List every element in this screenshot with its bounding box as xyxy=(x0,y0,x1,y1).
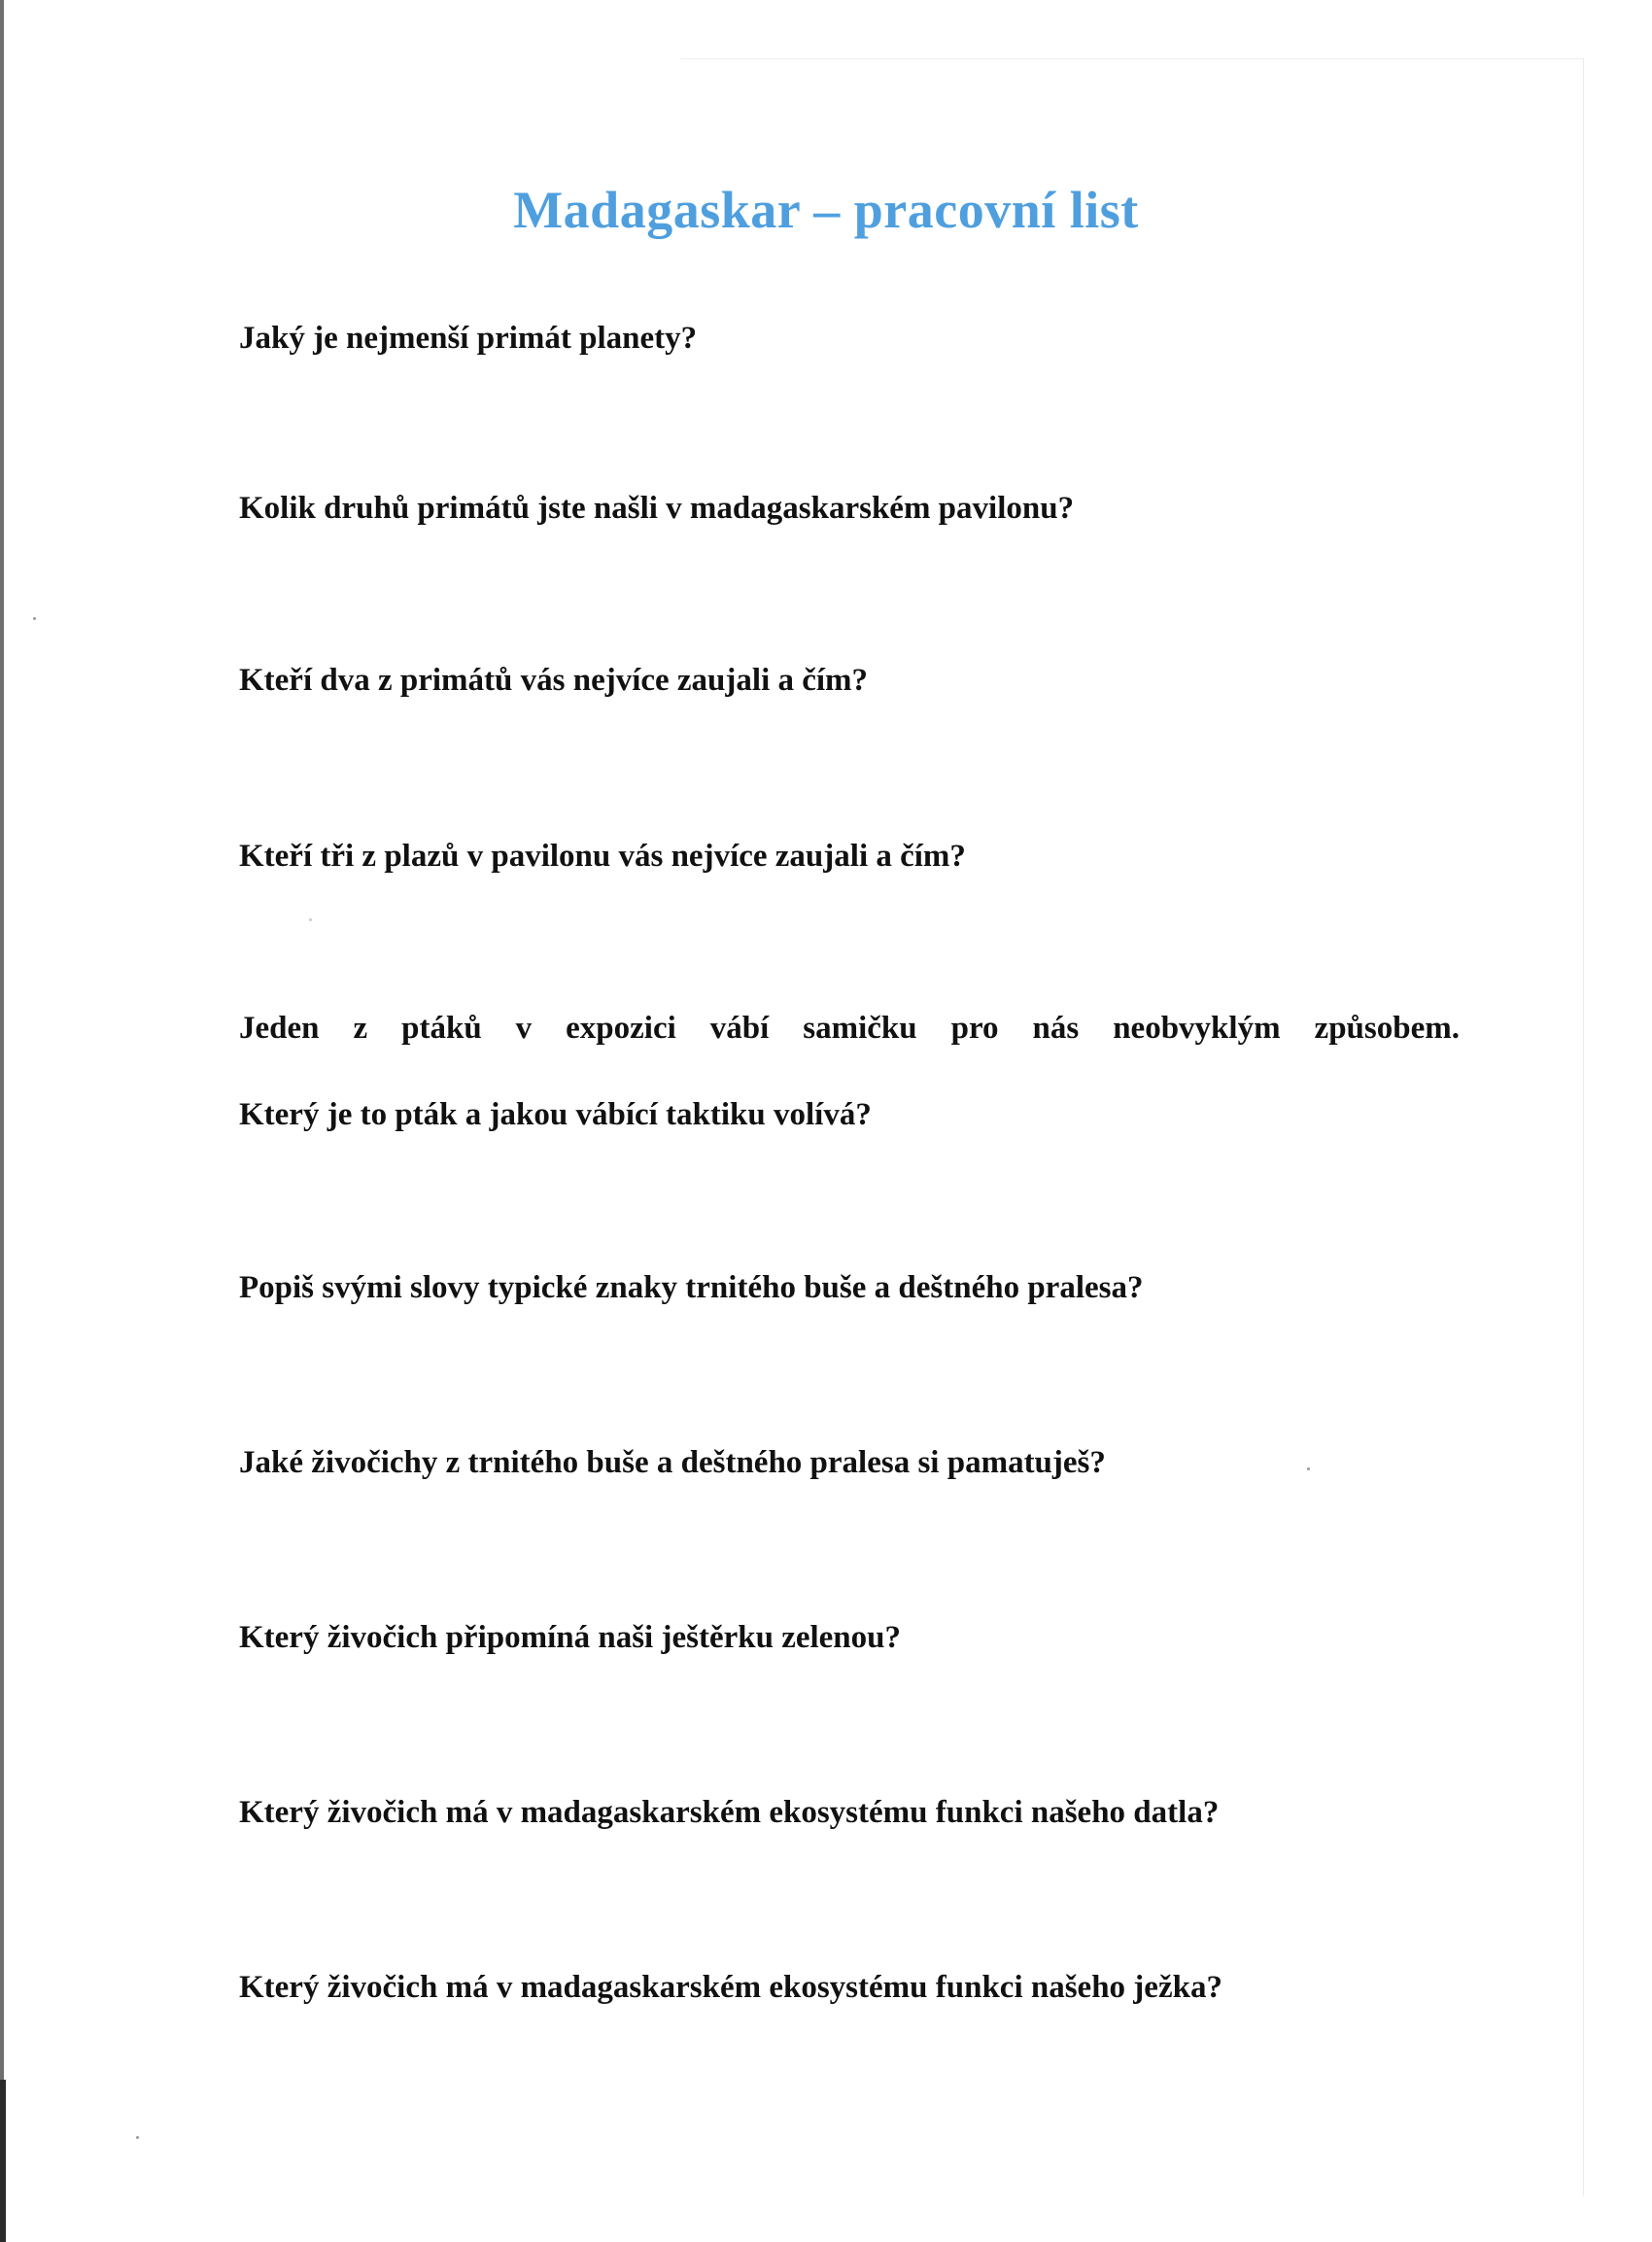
question-7: Jaké živočichy z trnitého buše a deštného pralesa si pamatuješ? xyxy=(239,1445,1106,1480)
question-8: Který živočich připomíná naši ještěrku zelenou? xyxy=(239,1620,902,1655)
question-3: Kteří dva z primátů vás nejvíce zaujali a čím? xyxy=(239,663,869,698)
page-title: Madagaskar – pracovní list xyxy=(513,181,1139,239)
scan-speck xyxy=(309,918,312,921)
question-5-line-1: Jeden z ptáků v expozici vábí samičku pro nás neobvyklým způsobem. xyxy=(239,1011,1460,1046)
question-4: Kteří tři z plazů v pavilonu vás nejvíce zaujali a čím? xyxy=(239,839,966,874)
scan-speck xyxy=(1307,1467,1310,1470)
scan-left-edge xyxy=(0,0,4,2242)
scan-speck xyxy=(33,617,36,620)
scan-left-edge-dark xyxy=(0,2080,6,2242)
question-10: Který živočich má v madagaskarském ekosystému funkci našeho ježka? xyxy=(239,1970,1222,2005)
scan-right-border xyxy=(1583,58,1584,2196)
question-9: Který živočich má v madagaskarském ekosystému funkci našeho datla? xyxy=(239,1795,1220,1830)
question-5-line-2: Který je to pták a jakou vábící taktiku volívá? xyxy=(239,1097,872,1132)
question-1: Jaký je nejmenší primát planety? xyxy=(239,321,698,356)
scan-top-border xyxy=(680,58,1584,59)
scan-speck xyxy=(136,2136,139,2139)
question-2: Kolik druhů primátů jste našli v madagaskarském pavilonu? xyxy=(239,491,1075,526)
question-6: Popiš svými slovy typické znaky trnitého buše a deštného pralesa? xyxy=(239,1270,1144,1305)
